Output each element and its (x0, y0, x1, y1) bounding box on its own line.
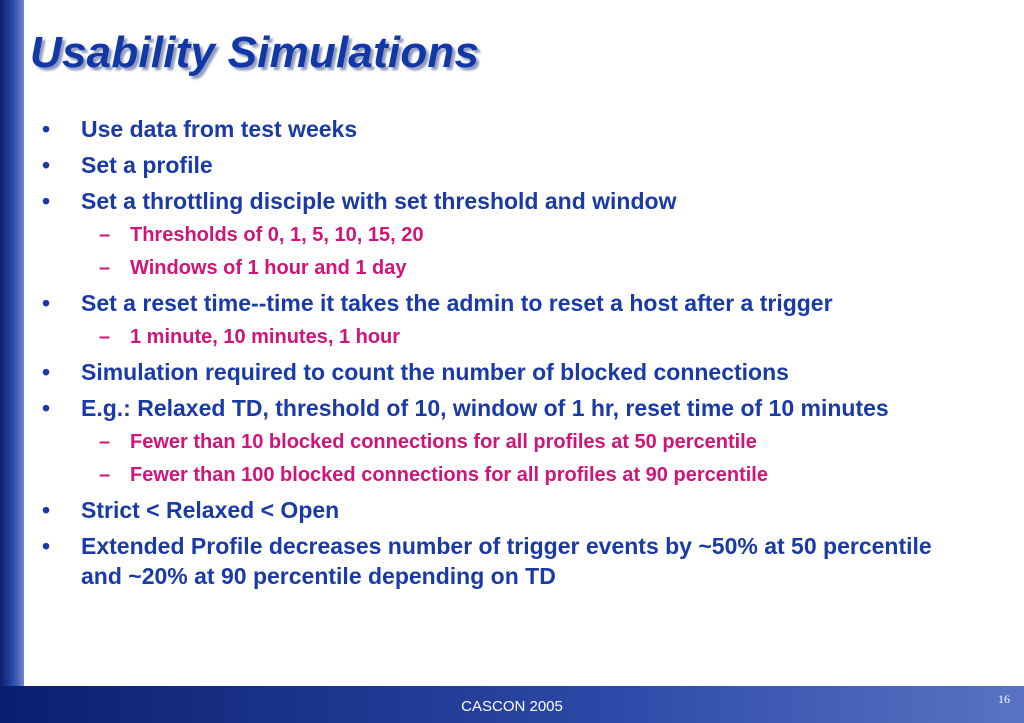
bullet-item (40, 495, 950, 525)
bullet-item (40, 150, 950, 180)
sub-bullet-item (40, 222, 950, 248)
bullet-text: Use data from test weeks (81, 116, 358, 142)
bullet-marker: • (42, 395, 51, 421)
sub-bullet-item (40, 255, 950, 281)
bullet-item (40, 114, 950, 144)
footer-text: CASCON 2005 (461, 698, 563, 715)
slide-title: Usability Simulations (30, 28, 480, 77)
sub-bullet-text: Fewer than 10 blocked connections for all profiles at 50 percentile (130, 431, 757, 453)
sub-bullet-item (40, 429, 950, 455)
bullet-marker: • (42, 359, 51, 385)
bullet-item (40, 357, 950, 387)
dash-marker: – (99, 464, 111, 486)
sub-bullet-item (40, 462, 950, 488)
bullet-item (40, 531, 950, 591)
bullet-text: Set a throttling disciple with set threshold and window (81, 188, 677, 214)
bullet-text: Set a reset time--time it takes the admin to reset a host after a trigger (81, 290, 833, 316)
bullet-marker: • (42, 533, 51, 559)
bullet-marker: • (42, 188, 51, 214)
sub-bullet-text: Thresholds of 0, 1, 5, 10, 15, 20 (130, 224, 424, 246)
dash-marker: – (99, 431, 111, 453)
bullet-marker: • (42, 290, 51, 316)
bullet-item (40, 288, 950, 318)
left-accent-bar (0, 0, 24, 686)
bullet-item (40, 186, 950, 216)
dash-marker: – (99, 326, 111, 348)
dash-marker: – (99, 224, 111, 246)
bullet-text: Strict < Relaxed < Open (81, 497, 340, 523)
bullet-list (40, 114, 950, 597)
sub-bullet-text: Fewer than 100 blocked connections for all profiles at 90 percentile (130, 464, 768, 486)
bullet-marker: • (42, 116, 51, 142)
sub-bullet-text: 1 minute, 10 minutes, 1 hour (130, 326, 401, 348)
bullet-text: Set a profile (81, 152, 213, 178)
sub-bullet-item (40, 324, 950, 350)
bullet-text: Simulation required to count the number of blocked connections (81, 359, 789, 385)
dash-marker: – (99, 257, 111, 279)
bullet-text: E.g.: Relaxed TD, threshold of 10, window of 1 hr, reset time of 10 minutes (81, 395, 889, 421)
page-number: 16 (998, 692, 1010, 706)
bullet-item (40, 393, 950, 423)
bullet-text: Extended Profile decreases number of trigger events by ~50% at 50 percentile and ~20% at 90 percentile depending on TD (81, 533, 932, 589)
bullet-marker: • (42, 497, 51, 523)
bullet-marker: • (42, 152, 51, 178)
sub-bullet-text: Windows of 1 hour and 1 day (130, 257, 407, 279)
